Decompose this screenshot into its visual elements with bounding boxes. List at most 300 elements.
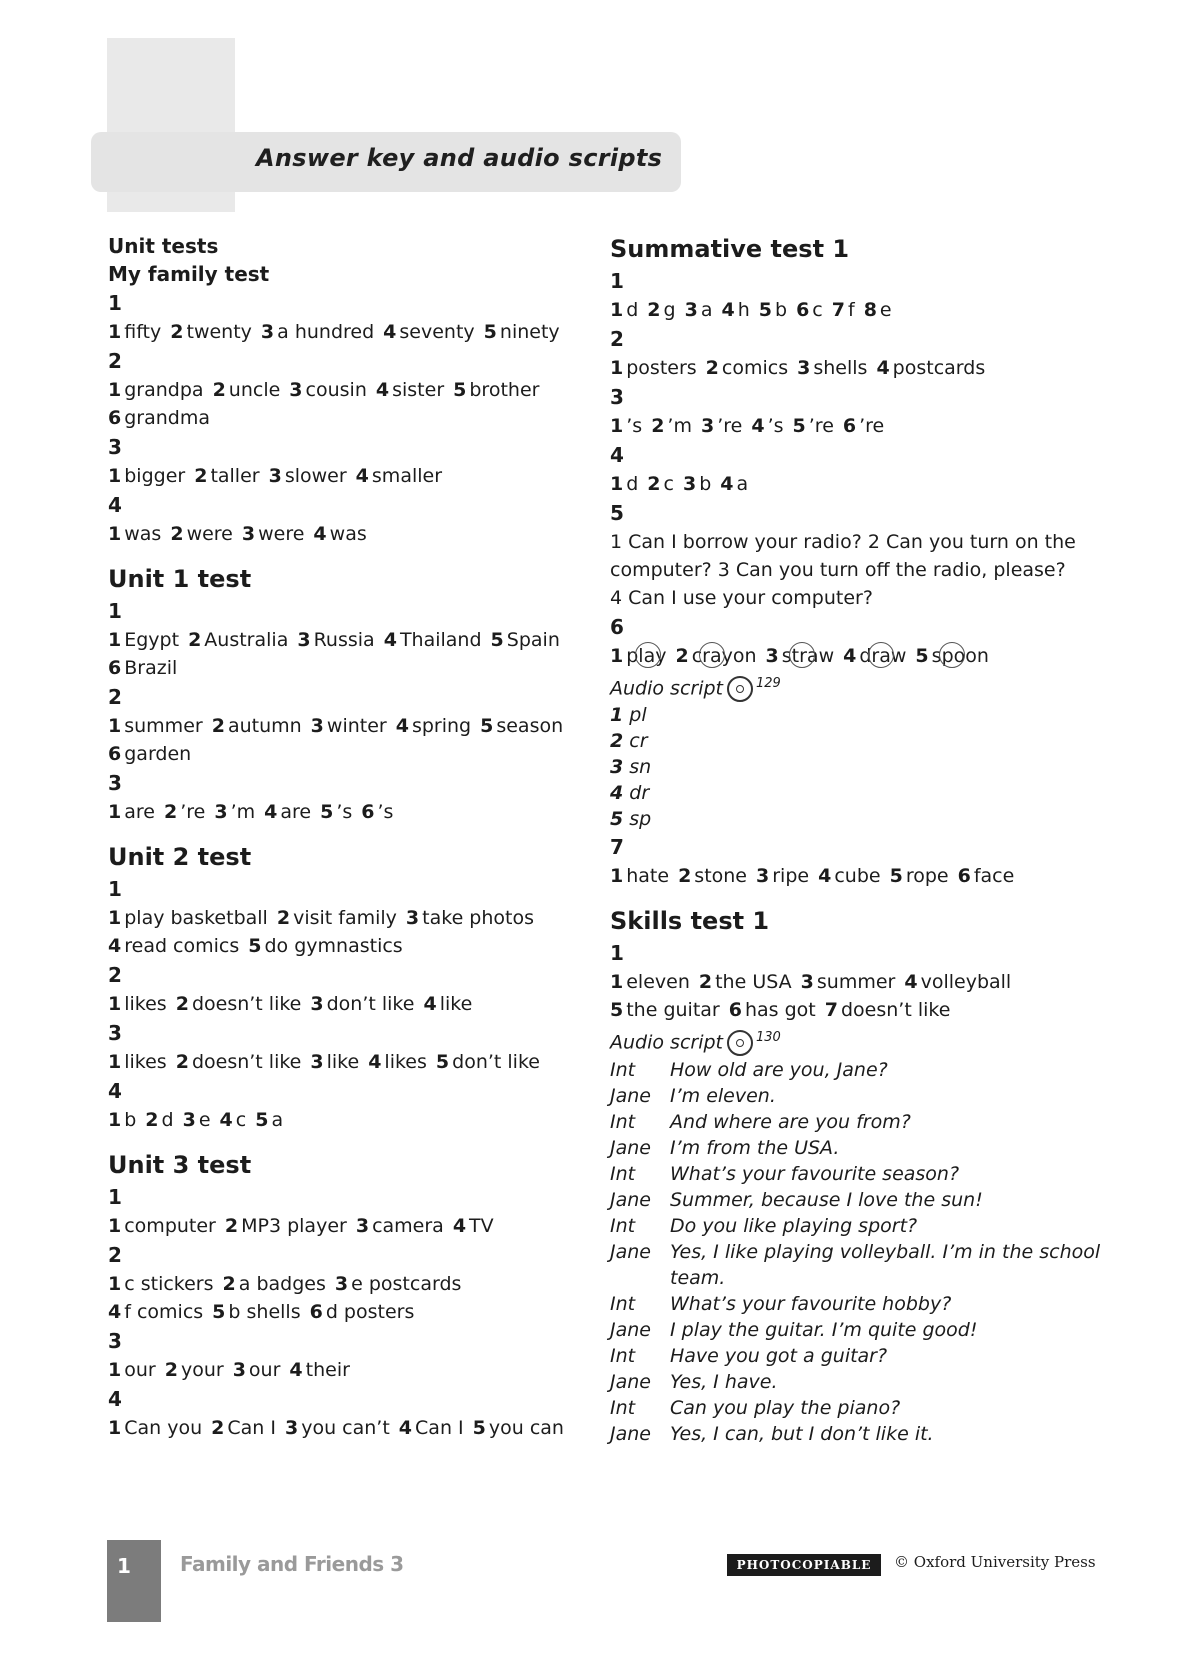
speech: Do you like playing sport?	[670, 1214, 918, 1237]
answer-number: 5	[490, 629, 504, 651]
answer-number: 1	[610, 645, 624, 667]
answer-line	[108, 654, 588, 682]
answer-number: 6	[108, 407, 122, 429]
answer-text: e	[198, 1109, 211, 1131]
speaker: Int	[610, 1214, 636, 1237]
speech: Yes, I like playing volleyball. I’m in the school team.	[670, 1240, 1101, 1289]
answer-number: 4	[904, 971, 918, 994]
circled-letter: l	[638, 642, 643, 670]
unit-1-test-section	[108, 562, 588, 826]
answer-text: Australia	[204, 629, 289, 651]
answer-number: 1	[108, 801, 122, 823]
answer-item	[610, 999, 720, 1021]
page-number: 1	[117, 1554, 131, 1578]
answer-text: was	[124, 523, 162, 545]
question-7	[610, 832, 1110, 890]
speaker: Int	[610, 1396, 636, 1419]
answer-item	[480, 715, 563, 737]
right-column	[610, 232, 1110, 1461]
speech: I’m eleven.	[670, 1084, 776, 1107]
answer-number: 7	[831, 299, 845, 321]
answer-text: Russia	[313, 629, 375, 651]
question-4	[108, 490, 588, 548]
speaker: Jane	[610, 1370, 651, 1393]
answer-number: 1	[108, 523, 122, 545]
answer-number: 5	[435, 1051, 450, 1073]
dialogue-line	[610, 1161, 1110, 1187]
answer-item	[361, 801, 393, 823]
answer-text: twenty	[186, 321, 252, 343]
circled-words	[610, 642, 1110, 670]
answer-number: 3	[284, 1417, 299, 1439]
answer-number: 1	[108, 379, 122, 401]
question-number: 1	[108, 599, 122, 623]
answer-text: ’s	[767, 415, 784, 437]
answer-text: like	[326, 1051, 360, 1073]
answer-item	[383, 321, 475, 343]
answer-number: 3	[214, 801, 228, 823]
question-number: 7	[610, 835, 624, 860]
answer-text: ninety	[499, 321, 560, 343]
question-3	[108, 1018, 588, 1076]
answer-text: our	[124, 1359, 156, 1381]
answer-item	[491, 629, 560, 651]
answer-text: b	[699, 473, 712, 495]
answer-item	[376, 379, 444, 401]
answer-number: 2	[211, 1417, 225, 1439]
speech: Yes, I have.	[670, 1370, 778, 1393]
answer-item	[484, 321, 560, 343]
answer-text: h	[737, 299, 750, 321]
answer-text: Egypt	[124, 629, 180, 651]
answer-block	[610, 528, 1110, 612]
answer-line	[108, 520, 588, 548]
circled-letter: r	[702, 642, 710, 670]
answer-line	[610, 296, 1110, 324]
answer-line	[108, 1212, 588, 1240]
answer-block	[610, 470, 1110, 498]
answer-item	[320, 801, 352, 823]
answer-number: 2	[675, 645, 689, 667]
answer-number: 2	[212, 379, 226, 401]
sound-line	[610, 702, 1110, 728]
answer-item	[610, 299, 638, 321]
speech: What’s your favourite hobby?	[670, 1292, 952, 1315]
question-number: 1	[610, 941, 624, 966]
copyright-text: © Oxford University Press	[894, 1553, 1096, 1571]
answer-number: 3	[797, 357, 811, 379]
circled-letter: t	[792, 642, 799, 670]
answer-item	[818, 865, 880, 887]
question-list	[108, 596, 588, 826]
answer-item	[108, 465, 185, 487]
answer-item	[706, 357, 788, 379]
unit-1-test-title: Unit 1 test	[108, 565, 252, 593]
answer-text: are	[280, 801, 312, 823]
answer-item	[721, 299, 749, 321]
answer-text: Thailand	[399, 629, 482, 651]
answer-item	[108, 407, 210, 429]
sound-line	[610, 780, 1110, 806]
answer-number: 1	[108, 1109, 122, 1131]
answer-text: has got	[744, 999, 816, 1022]
answer-text: taller	[210, 465, 260, 487]
answer-text: c	[235, 1109, 247, 1131]
sound-number: 2	[610, 730, 624, 753]
answer-number: 4	[313, 523, 327, 545]
answer-text: a hundred	[277, 321, 375, 343]
word-start: d	[859, 645, 872, 667]
answer-line: 4 Can I use your computer?	[610, 587, 873, 609]
answer-number: 4	[264, 801, 278, 823]
answer-item	[801, 971, 896, 993]
answer-number: 6	[108, 743, 122, 765]
answer-item	[108, 907, 268, 929]
answer-item	[310, 993, 414, 1015]
answer-item	[396, 715, 471, 737]
answer-number: 2	[211, 715, 225, 737]
answer-block	[610, 296, 1110, 324]
answer-block	[108, 798, 588, 826]
question-1	[108, 288, 588, 346]
answer-item	[436, 1051, 540, 1073]
answer-number: 4	[423, 993, 437, 1015]
answer-line	[108, 904, 588, 932]
answer-item	[212, 1301, 300, 1323]
answer-item	[214, 801, 255, 823]
question-number: 1	[108, 291, 122, 315]
answer-number: 3	[297, 629, 311, 651]
speaker: Jane	[610, 1136, 651, 1159]
answer-text: summer	[124, 715, 203, 737]
answer-number: 5	[255, 1109, 269, 1131]
cd-icon	[727, 676, 753, 702]
answer-item	[890, 865, 949, 887]
answer-line	[108, 1298, 588, 1326]
answer-item	[277, 907, 397, 929]
my-family-test-section	[108, 260, 588, 548]
answer-number: 2	[175, 993, 189, 1015]
answer-text: play basketball	[124, 907, 268, 929]
question-number: 1	[108, 1185, 122, 1209]
question-list	[108, 874, 588, 1134]
question-2	[108, 1240, 588, 1326]
answer-text: c	[663, 473, 674, 495]
answer-number: 2	[188, 629, 202, 651]
page-title: Answer key and audio scripts	[256, 144, 663, 172]
answer-block	[108, 1212, 588, 1240]
question-4	[610, 440, 1110, 498]
answer-text: sister	[392, 379, 445, 401]
answer-text: the USA	[715, 971, 792, 994]
answer-line	[108, 318, 588, 346]
answer-number: 1	[108, 1359, 122, 1381]
question-number: 4	[108, 1079, 122, 1103]
speech: Yes, I can, but I don’t like it.	[670, 1422, 934, 1445]
answer-text: e	[879, 299, 892, 321]
answer-line	[108, 1048, 588, 1076]
answer-text: garden	[124, 743, 192, 765]
question-1	[108, 1182, 588, 1240]
dialogue-line	[610, 1213, 1110, 1239]
answer-number: 4	[289, 1359, 303, 1381]
answer-number: 4	[375, 379, 390, 401]
answer-number: 1	[610, 415, 624, 437]
question-1	[108, 874, 588, 960]
answer-text: brother	[469, 379, 540, 401]
answer-number: 6	[842, 415, 857, 437]
answer-text: their	[305, 1359, 350, 1381]
question-list	[610, 832, 1110, 890]
answer-block	[610, 968, 1110, 1024]
answer-number: 5	[792, 415, 806, 437]
answer-text: d	[626, 473, 639, 495]
answer-text: ’re	[808, 415, 834, 437]
answer-text: grandma	[124, 407, 211, 429]
answer-item	[108, 993, 167, 1015]
answer-item	[825, 999, 951, 1021]
answer-number: 2	[276, 907, 291, 929]
question-number: 4	[108, 493, 122, 517]
answer-item	[289, 1359, 350, 1381]
answer-item	[194, 465, 259, 487]
dialogue-line	[610, 1083, 1110, 1109]
answer-item	[651, 415, 692, 437]
answer-number: 2	[175, 1051, 189, 1073]
answer-text: ’m	[667, 415, 692, 437]
answer-block	[610, 354, 1110, 382]
answer-item	[384, 629, 482, 651]
answer-text: stone	[694, 865, 748, 888]
answer-number: 4	[108, 935, 122, 957]
sound-text: dr	[629, 782, 650, 805]
answer-text: are	[124, 801, 155, 823]
answer-item	[225, 1215, 347, 1237]
word-start: p	[626, 645, 639, 667]
answer-item	[285, 1417, 390, 1439]
skills-test-title: Skills test 1	[610, 907, 770, 936]
answer-number: 3	[241, 523, 256, 545]
answer-text: ’re	[717, 415, 743, 437]
answer-text: were	[258, 523, 305, 545]
question-5	[610, 498, 1110, 612]
answer-item	[297, 629, 374, 651]
answer-line	[108, 404, 588, 432]
answer-line	[108, 712, 588, 740]
answer-item	[610, 971, 690, 993]
circled-word	[843, 645, 906, 667]
speech: Can you play the piano?	[670, 1396, 901, 1419]
question-list	[610, 938, 1110, 1024]
answer-text: c stickers	[124, 1273, 214, 1295]
sound-number: 5	[610, 808, 624, 831]
sound-text: sn	[629, 756, 652, 779]
question-number: 3	[108, 1021, 122, 1045]
answer-number: 4	[452, 1215, 467, 1237]
audio-script-text: Audio script	[610, 1031, 723, 1054]
answer-text: you can’t	[301, 1417, 390, 1439]
page-number-box	[107, 1540, 161, 1622]
answer-line	[108, 376, 588, 404]
answer-number: 7	[824, 999, 838, 1022]
answer-item	[453, 379, 539, 401]
audio-script-label	[610, 1024, 1110, 1056]
answer-number: 2	[224, 1215, 239, 1237]
answer-number: 3	[765, 645, 779, 667]
question-3	[108, 768, 588, 826]
answer-item	[108, 379, 204, 401]
answer-item	[683, 473, 711, 495]
question-number: 3	[610, 385, 624, 409]
answer-item	[289, 379, 367, 401]
answer-text: rope	[905, 865, 949, 888]
answer-item	[170, 321, 252, 343]
answer-number: 4	[383, 629, 397, 651]
answer-number: 4	[876, 357, 890, 379]
answer-number: 2	[651, 415, 665, 437]
answer-number: 1	[108, 1417, 122, 1439]
question-6	[610, 612, 1110, 670]
answer-number: 3	[334, 1273, 349, 1295]
speaker: Jane	[610, 1318, 651, 1341]
answer-item	[453, 1215, 494, 1237]
word-end: oon	[953, 645, 989, 667]
answer-block	[108, 1106, 588, 1134]
answer-item	[310, 1301, 415, 1323]
answer-line	[610, 412, 1110, 440]
answer-number: 2	[647, 473, 661, 495]
answer-text: likes	[124, 1051, 167, 1073]
answer-item	[751, 415, 783, 437]
answer-text: ’s	[626, 415, 643, 437]
audio-script-text: Audio script	[610, 677, 723, 700]
answer-item	[958, 865, 1015, 887]
answer-item	[108, 743, 191, 765]
answer-number: 3	[756, 865, 770, 888]
answer-line: 1 Can I borrow your radio? 2 Can you turn on the	[610, 531, 1076, 553]
answer-text: likes	[384, 1051, 427, 1073]
answer-number: 4	[108, 1301, 122, 1323]
answer-item	[701, 415, 742, 437]
answer-text: b	[775, 299, 788, 321]
question-number: 2	[610, 327, 624, 351]
answer-text: d posters	[325, 1301, 415, 1323]
question-2	[108, 346, 588, 432]
answer-text: hate	[626, 865, 670, 888]
answer-text: summer	[816, 971, 896, 994]
dialogue-line	[610, 1291, 1110, 1317]
speech: Have you got a guitar?	[670, 1344, 888, 1367]
answer-text: read comics	[124, 935, 240, 957]
left-column	[108, 232, 588, 1456]
answer-text: doesn’t like	[191, 1051, 302, 1073]
answer-number: 4	[383, 321, 397, 343]
word-start: s	[781, 645, 792, 667]
answer-block	[108, 318, 588, 346]
answer-text: uncle	[228, 379, 281, 401]
answer-item	[183, 1109, 211, 1131]
answer-text: fifty	[124, 321, 162, 343]
answer-number: 3	[310, 1051, 324, 1073]
answer-item	[264, 801, 311, 823]
answer-item	[211, 1417, 276, 1439]
answer-item	[108, 1273, 214, 1295]
sound-text: pl	[629, 704, 647, 727]
speaker: Jane	[610, 1422, 651, 1445]
answer-number: 5	[212, 1301, 226, 1323]
answer-number: 5	[472, 1417, 486, 1439]
speaker: Jane	[610, 1084, 651, 1107]
answer-item	[864, 299, 892, 321]
unit-2-test-title: Unit 2 test	[108, 843, 252, 871]
question-3	[108, 432, 588, 490]
question-number: 2	[108, 349, 122, 373]
answer-item	[170, 523, 233, 545]
sound-text: cr	[629, 730, 648, 753]
dialogue-line	[610, 1395, 1110, 1421]
sound-number: 4	[610, 782, 624, 805]
answer-number: 5	[889, 865, 903, 888]
answer-text: you can	[488, 1417, 564, 1439]
answer-number: 6	[796, 299, 810, 321]
answer-number: 5	[915, 645, 929, 667]
answer-text: seventy	[399, 321, 475, 343]
speech: And where are you from?	[670, 1110, 911, 1133]
answer-number: 3	[682, 473, 697, 495]
dialogue-line	[610, 1135, 1110, 1161]
answer-text: our	[248, 1359, 281, 1381]
answer-item	[311, 715, 387, 737]
answer-number: 3	[182, 1109, 196, 1131]
answer-number: 4	[219, 1109, 233, 1131]
answer-item	[145, 1109, 173, 1131]
answer-text: winter	[326, 715, 387, 737]
answer-text: volleyball	[920, 971, 1012, 994]
answer-item	[212, 715, 302, 737]
answer-number: 1	[108, 907, 122, 929]
answer-text: take photos	[422, 907, 535, 929]
answer-item	[176, 1051, 302, 1073]
answer-text: c	[812, 299, 823, 321]
answer-number: 1	[108, 1273, 122, 1295]
answer-number: 2	[164, 1359, 178, 1381]
answer-item	[261, 321, 374, 343]
answer-text: cousin	[305, 379, 367, 401]
answer-item	[108, 1215, 216, 1237]
answer-line: computer? 3 Can you turn off the radio, please?	[610, 559, 1066, 581]
answer-number: 2	[145, 1109, 159, 1131]
answer-text: cube	[834, 865, 881, 888]
answer-block	[108, 904, 588, 960]
answer-text: spring	[411, 715, 472, 737]
unit-2-test-section	[108, 840, 588, 1134]
answer-item	[699, 971, 792, 993]
dialogue-line	[610, 1369, 1110, 1395]
answer-text: ’re	[859, 415, 885, 437]
answer-text: a	[271, 1109, 284, 1131]
answer-item	[313, 523, 366, 545]
question-number: 2	[108, 1243, 122, 1267]
answer-number: 3	[310, 715, 324, 737]
speaker: Int	[610, 1292, 636, 1315]
answer-line	[108, 626, 588, 654]
question-number: 3	[108, 1329, 122, 1353]
answer-text: do gymnastics	[264, 935, 403, 957]
answer-text: grandpa	[124, 379, 204, 401]
answer-text: Can I	[415, 1417, 464, 1439]
speech: I’m from the USA.	[670, 1136, 840, 1159]
answer-number: 3	[355, 1215, 370, 1237]
